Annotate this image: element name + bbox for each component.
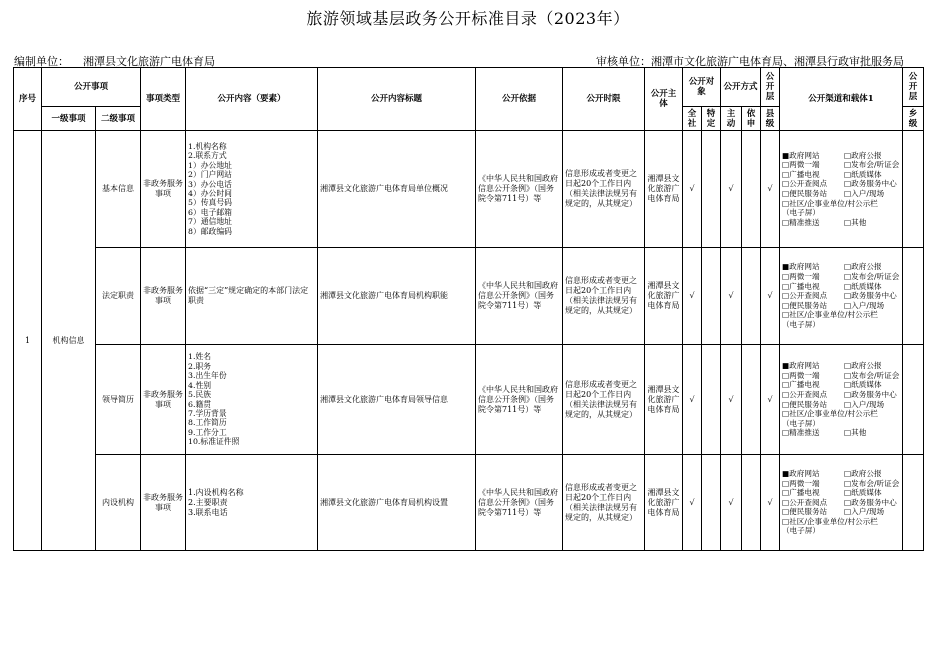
channel-gazette: □政府公报 xyxy=(844,361,882,371)
topic-cell: 湘潭县文化旅游广电体育局领导信息 xyxy=(318,345,476,455)
content-line: 5）传真号码 xyxy=(188,198,232,208)
content-line: 10.标准证件照 xyxy=(188,437,240,447)
channel-push: □精准推送 xyxy=(782,428,820,438)
type-cell: 非政务服务事项 xyxy=(141,455,186,551)
channel-wechat: □两微一端 xyxy=(782,478,820,488)
content-cell xyxy=(186,131,318,248)
time-cell: 信息形成或者变更之日起20个工作日内（相关法律法规另有规定的，从其规定） xyxy=(563,455,645,551)
channel-tv: □广播电视 xyxy=(782,488,820,498)
channel-service: □政务服务中心 xyxy=(844,291,897,301)
method-request-check xyxy=(742,345,761,455)
channel-screen: （电子屏） xyxy=(782,319,820,329)
content-line: 3.出生年份 xyxy=(188,371,227,381)
channel-community: □社区/企事业单位/村公示栏 xyxy=(782,198,878,208)
channel-community: □社区/企事业单位/村公示栏 xyxy=(782,310,878,320)
target-special-check xyxy=(702,248,721,345)
method-active-check: √ xyxy=(721,131,742,248)
catalog-table xyxy=(13,67,924,551)
content-line: 9.工作分工 xyxy=(188,427,227,437)
topic-cell: 湘潭县文化旅游广电体育局机构职能 xyxy=(318,248,476,345)
time-cell: 信息形成或者变更之日起20个工作日内（相关法律法规另有规定的，从其规定） xyxy=(563,131,645,248)
topic-cell: 湘潭县文化旅游广电体育局机构设置 xyxy=(318,455,476,551)
method-active-check: √ xyxy=(721,345,742,455)
channel-cell xyxy=(780,455,903,551)
content-cell xyxy=(186,455,318,551)
channel-paper: □纸质媒体 xyxy=(844,169,882,179)
content-line: 6）电子邮箱 xyxy=(188,207,232,217)
channel-web: ■政府网站 xyxy=(782,150,820,160)
target-special-check xyxy=(702,345,721,455)
subject-cell: 湘潭县文化旅游广电体育局 xyxy=(645,455,683,551)
method-request-check xyxy=(742,131,761,248)
subject-cell: 湘潭县文化旅游广电体育局 xyxy=(645,345,683,455)
level2-cell: 基本信息 xyxy=(96,131,141,248)
header-type: 事项类型 xyxy=(141,68,186,131)
basis-cell: 《中华人民共和国政府信息公开条例》（国务院令第711号）等 xyxy=(476,455,563,551)
channel-convenience: □便民服务站 xyxy=(782,189,828,198)
header-level-town: 公开层 xyxy=(903,68,924,107)
county-check: √ xyxy=(761,131,780,248)
header-items: 公开事项 xyxy=(42,68,141,107)
channel-screen: （电子屏） xyxy=(782,208,820,218)
basis-cell: 《中华人民共和国政府信息公开条例》（国务院令第711号）等 xyxy=(476,248,563,345)
editor-value: 湘潭县文化旅游广电体育局 xyxy=(83,55,215,68)
target-all-check: √ xyxy=(683,248,702,345)
content-cell xyxy=(186,248,318,345)
channel-reading: □公开查阅点 xyxy=(782,389,828,399)
content-line: 依据“三定”规定确定的本部门法定职责 xyxy=(188,286,309,305)
target-special-check xyxy=(702,455,721,551)
channel-other: □其他 xyxy=(844,428,867,438)
channel-reading: □公开查阅点 xyxy=(782,291,828,301)
content-cell xyxy=(186,345,318,455)
content-line: 5.民族 xyxy=(188,390,212,400)
content-line: 4.性别 xyxy=(188,380,212,390)
method-active-check: √ xyxy=(721,455,742,551)
channel-tv: □广播电视 xyxy=(782,169,820,179)
town-check xyxy=(903,131,924,248)
content-line: 8.工作简历 xyxy=(188,418,227,428)
content-line: 2.联系方式 xyxy=(188,151,227,161)
channel-paper: □纸质媒体 xyxy=(844,380,882,390)
channel-other: □其他 xyxy=(844,217,867,227)
method-request-check xyxy=(742,455,761,551)
channel-cell xyxy=(780,131,903,248)
header-target: 公开对象 xyxy=(683,68,721,107)
header-seq: 序号 xyxy=(14,68,42,131)
method-active-check: √ xyxy=(721,248,742,345)
editor-label: 编制单位： xyxy=(14,55,69,68)
content-line: 8）邮政编码 xyxy=(188,226,232,236)
target-all-check: √ xyxy=(683,131,702,248)
header-target-special: 特定 xyxy=(702,107,721,131)
level2-cell: 内设机构 xyxy=(96,455,141,551)
type-cell: 非政务服务事项 xyxy=(141,131,186,248)
content-line: 1）办公地址 xyxy=(188,160,232,170)
channel-convenience: □便民服务站 xyxy=(782,399,828,409)
content-line: 1.机构名称 xyxy=(188,141,227,151)
target-special-check xyxy=(702,131,721,248)
type-cell: 非政务服务事项 xyxy=(141,345,186,455)
header-method-active: 主动 xyxy=(721,107,742,131)
header-level-county: 公开层 xyxy=(761,68,780,107)
town-check xyxy=(903,455,924,551)
subject-cell: 湘潭县文化旅游广电体育局 xyxy=(645,248,683,345)
channel-service: □政务服务中心 xyxy=(844,179,897,189)
header-level2: 二级事项 xyxy=(96,107,141,131)
table-row xyxy=(14,248,924,345)
content-line: 2.职务 xyxy=(188,361,212,371)
channel-door: □入户/现场 xyxy=(844,189,885,198)
channel-community: □社区/企事业单位/村公示栏 xyxy=(782,409,878,419)
channel-web: ■政府网站 xyxy=(782,468,820,478)
channel-press: □发布会/听证会 xyxy=(844,478,900,488)
header-level1: 一级事项 xyxy=(42,107,96,131)
header-county: 县级 xyxy=(761,107,780,131)
header-method: 公开方式 xyxy=(721,68,761,107)
content-line: 4）办公时间 xyxy=(188,189,232,198)
content-line: 6.籍贯 xyxy=(188,399,212,409)
header-topic: 公开内容标题 xyxy=(318,68,476,131)
seq-cell: 1 xyxy=(14,131,42,551)
channel-gazette: □政府公报 xyxy=(844,468,882,478)
header-basis: 公开依据 xyxy=(476,68,563,131)
channel-web: ■政府网站 xyxy=(782,262,820,272)
header-town: 乡级 xyxy=(903,107,924,131)
content-line: 1.姓名 xyxy=(188,352,212,362)
header-subject: 公开主体 xyxy=(645,68,683,131)
county-check: √ xyxy=(761,345,780,455)
subject-cell: 湘潭县文化旅游广电体育局 xyxy=(645,131,683,248)
basis-cell: 《中华人民共和国政府信息公开条例》（国务院令第711号）等 xyxy=(476,131,563,248)
channel-cell xyxy=(780,248,903,345)
page-title: 旅游领域基层政务公开标准目录（2023年） xyxy=(306,9,630,28)
channel-reading: □公开查阅点 xyxy=(782,497,828,507)
header-target-all: 全社 xyxy=(683,107,702,131)
target-all-check: √ xyxy=(683,345,702,455)
reviewer-label: 审核单位： xyxy=(596,55,651,68)
table-row xyxy=(14,345,924,455)
channel-door: □入户/现场 xyxy=(844,399,885,409)
time-cell: 信息形成或者变更之日起20个工作日内（相关法律法规另有规定的，从其规定） xyxy=(563,248,645,345)
content-line: 7）通信地址 xyxy=(188,217,232,227)
channel-press: □发布会/听证会 xyxy=(844,370,900,380)
town-check xyxy=(903,248,924,345)
content-line: 3）办公电话 xyxy=(188,179,232,189)
level2-cell: 法定职责 xyxy=(96,248,141,345)
table-row xyxy=(14,455,924,551)
channel-gazette: □政府公报 xyxy=(844,150,882,160)
channel-door: □入户/现场 xyxy=(844,300,885,310)
channel-reading: □公开查阅点 xyxy=(782,179,828,189)
county-check: √ xyxy=(761,455,780,551)
reviewer-value: 湘潭市文化旅游广电体育局、湘潭县行政审批服务局 xyxy=(651,55,904,68)
channel-wechat: □两微一端 xyxy=(782,370,820,380)
channel-screen: （电子屏） xyxy=(782,418,820,428)
level2-cell: 领导简历 xyxy=(96,345,141,455)
channel-service: □政务服务中心 xyxy=(844,389,897,399)
channel-paper: □纸质媒体 xyxy=(844,281,882,291)
town-check xyxy=(903,345,924,455)
target-all-check: √ xyxy=(683,455,702,551)
header-method-request: 依申 xyxy=(742,107,761,131)
channel-paper: □纸质媒体 xyxy=(844,488,882,498)
channel-convenience: □便民服务站 xyxy=(782,300,828,310)
content-line: 3.联系电话 xyxy=(188,507,228,517)
method-request-check xyxy=(742,248,761,345)
header-content: 公开内容（要素） xyxy=(186,68,318,131)
level1-cell: 机构信息 xyxy=(42,131,96,551)
channel-push: □精准推送 xyxy=(782,217,820,227)
channel-web: ■政府网站 xyxy=(782,361,820,371)
county-check: √ xyxy=(761,248,780,345)
basis-cell: 《中华人民共和国政府信息公开条例》（国务院令第711号）等 xyxy=(476,345,563,455)
channel-press: □发布会/听证会 xyxy=(844,160,900,170)
channel-tv: □广播电视 xyxy=(782,380,820,390)
table-row xyxy=(14,131,924,248)
channel-screen: （电子屏） xyxy=(782,526,820,536)
channel-cell xyxy=(780,345,903,455)
time-cell: 信息形成或者变更之日起20个工作日内（相关法律法规另有规定的，从其规定） xyxy=(563,345,645,455)
channel-door: □入户/现场 xyxy=(844,507,885,517)
content-line: 2.主要职责 xyxy=(188,497,228,507)
channel-convenience: □便民服务站 xyxy=(782,507,828,517)
channel-wechat: □两微一端 xyxy=(782,272,820,282)
channel-gazette: □政府公报 xyxy=(844,262,882,272)
channel-press: □发布会/听证会 xyxy=(844,272,900,282)
header-time: 公开时限 xyxy=(563,68,645,131)
content-line: 2）门户网站 xyxy=(188,170,232,180)
channel-community: □社区/企事业单位/村公示栏 xyxy=(782,516,878,526)
content-line: 1.内设机构名称 xyxy=(188,487,244,497)
type-cell: 非政务服务事项 xyxy=(141,248,186,345)
header-channel: 公开渠道和载体1 xyxy=(780,68,903,131)
content-line: 7.学历背景 xyxy=(188,408,227,418)
channel-service: □政务服务中心 xyxy=(844,497,897,507)
topic-cell: 湘潭县文化旅游广电体育局单位概况 xyxy=(318,131,476,248)
channel-tv: □广播电视 xyxy=(782,281,820,291)
channel-wechat: □两微一端 xyxy=(782,160,820,170)
